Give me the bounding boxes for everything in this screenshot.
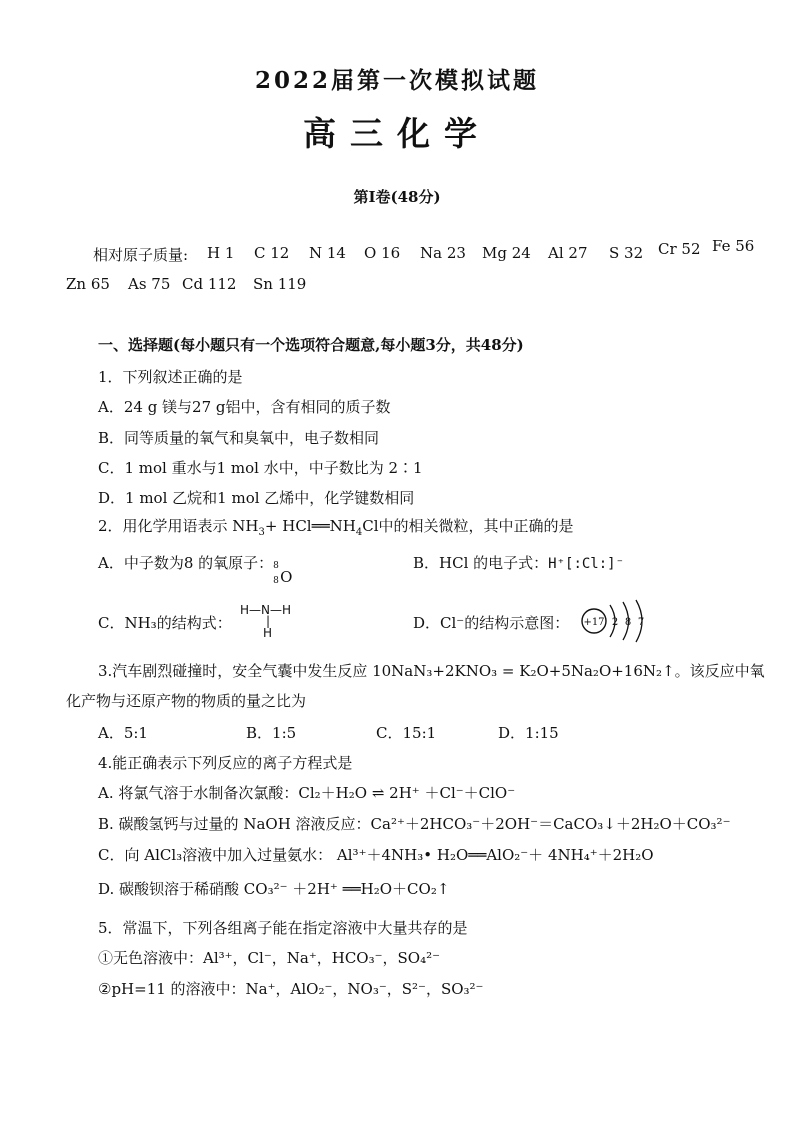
- atomic-mass-item: Cr 52: [658, 240, 701, 258]
- atomic-mass-item: O 16: [364, 244, 401, 262]
- q5-item-1: ①无色溶液中：Al³⁺，Cl⁻，Na⁺，HCO₃⁻，SO₄²⁻: [98, 949, 441, 967]
- atomic-mass-item: Fe 56: [712, 237, 755, 255]
- nh3-structure-bottom: H: [263, 626, 273, 640]
- shell-electron-count: 8: [624, 617, 632, 628]
- q2-option-d-label: D．Cl⁻的结构示意图：: [413, 614, 570, 632]
- atomic-mass-item: Sn 119: [253, 275, 307, 293]
- q5-item-2: ②pH=11 的溶液中：Na⁺，AlO₂⁻，NO₃⁻，S²⁻，SO₃²⁻: [98, 980, 484, 998]
- isotope-atomic-number: 8: [273, 576, 279, 586]
- q2-stem-post: Cl中的相关微粒，其中正确的是: [362, 517, 574, 535]
- atomic-mass-item: As 75: [128, 275, 171, 293]
- atomic-mass-label: 相对原子质量:: [93, 246, 189, 264]
- nucleus-charge: +17: [583, 617, 605, 628]
- q2-option-b: [413, 552, 624, 573]
- nh3-structure: [240, 603, 291, 640]
- exam-title: 2022届第一次模拟试题: [254, 67, 539, 94]
- q1-option-b: B．同等质量的氧气和臭氧中，电子数相同: [98, 429, 380, 447]
- nh3-structure-bond: |: [266, 614, 271, 628]
- q2-option-c-label: C．NH₃的结构式：: [98, 614, 232, 632]
- q2-option-a: [98, 552, 295, 586]
- hcl-electron-formula: H⁺[:Cl:]⁻: [548, 556, 625, 572]
- section-label: 第Ⅰ卷(48分): [353, 188, 441, 206]
- isotope-mass-number: 8: [273, 561, 279, 571]
- q2-stem: 2．用化学用语表示 $NH_3+$ $HCl══NH_4Cl$中的相关微粒，其中正确的是: [98, 517, 574, 538]
- chloride-structure-diagram: [578, 597, 654, 645]
- q4-option-c: C．向 AlCl₃溶液中加入过量氨水： Al³⁺＋4NH₃• H₂O══AlO₂⁻＋ 4NH₄⁺＋2H₂O: [98, 846, 654, 864]
- q4-option-d: D. 碳酸钡溶于稀硝酸 CO₃²⁻ ＋2H⁺ ══H₂O＋CO₂↑: [98, 880, 450, 898]
- isotope-symbol: O: [280, 568, 293, 586]
- q3-stem-line1: 3.汽车剧烈碰撞时，安全气囊中发生反应 10NaN₃+2KNO₃ = K₂O+5Na₂O+16N₂↑。该反应中氧: [98, 662, 765, 680]
- shell-electron-count: 7: [637, 617, 645, 628]
- atomic-mass-item: C 12: [254, 244, 290, 262]
- q2-option-a-label: A．中子数为8 的氧原子：: [98, 554, 274, 572]
- atomic-mass-item: S 32: [609, 244, 644, 262]
- atomic-mass-item: Al 27: [548, 244, 588, 262]
- shell-electron-count: 2: [611, 617, 619, 628]
- q1-stem: 1．下列叙述正确的是: [98, 368, 243, 386]
- q4-option-b: B. 碳酸氢钙与过量的 NaOH 溶液反应：Ca²⁺＋2HCO₃⁻＋2OH⁻＝CaCO₃↓＋2H₂O＋CO₃²⁻: [98, 815, 731, 833]
- q4-option-a: A. 将氯气溶于水制备次氯酸：Cl₂＋H₂O ⇌ 2H⁺ ＋Cl⁻＋ClO⁻: [98, 784, 516, 802]
- q2-option-c: [98, 612, 232, 633]
- q3-stem-line2: 化产物与还原产物的物质的量之比为: [66, 692, 307, 710]
- q3-option-c: C．15:1: [376, 724, 437, 742]
- atomic-mass-item: Na 23: [420, 244, 466, 262]
- atomic-mass-item: H 1: [207, 244, 235, 262]
- q2-stem-pre: 2．用化学用语表示 NH: [98, 517, 259, 535]
- nh3-structure-top: H—N—H: [240, 603, 292, 617]
- q2-option-d: [413, 612, 569, 633]
- atomic-mass-item: Mg 24: [482, 244, 531, 262]
- q1-option-a: A．24 g 镁与27 g铝中，含有相同的质子数: [98, 398, 391, 416]
- section-heading: 一、选择题(每小题只有一个选项符合题意,每小题3分，共48分): [98, 336, 524, 354]
- q2-option-b-label: B．HCl 的电子式：: [413, 554, 549, 572]
- atomic-mass-item: Cd 112: [182, 275, 237, 293]
- q2-stem-mid: + HCl══NH: [264, 517, 356, 535]
- q1-option-c: C．1 mol 重水与1 mol 水中，中子数比为 2∶1: [98, 459, 423, 477]
- atomic-mass-item: N 14: [309, 244, 346, 262]
- q4-stem: 4.能正确表示下列反应的离子方程式是: [98, 754, 353, 772]
- q3-option-a: A．5:1: [98, 724, 148, 742]
- q3-option-d: D．1:15: [498, 724, 559, 742]
- exam-subject: 高三化学: [303, 114, 491, 153]
- q5-stem: 5．常温下，下列各组离子能在指定溶液中大量共存的是: [98, 919, 468, 937]
- q3-option-b: B．1:5: [246, 724, 297, 742]
- q1-option-d: D．1 mol 乙烷和1 mol 乙烯中，化学键数相同: [98, 489, 415, 507]
- atomic-mass-item: Zn 65: [66, 275, 110, 293]
